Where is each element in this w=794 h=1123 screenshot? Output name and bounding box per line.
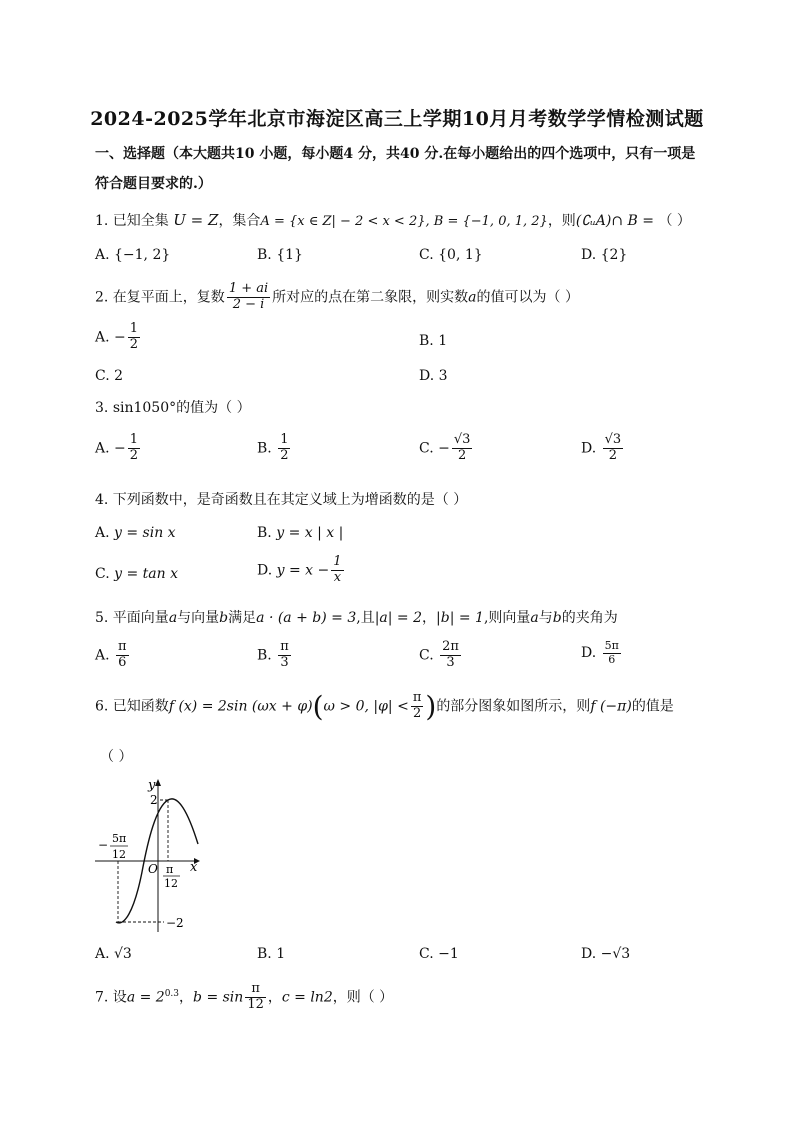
option-sign: − (114, 329, 126, 346)
option-numerator: 1 (129, 432, 139, 447)
option-text: y = tan x (114, 566, 178, 582)
option-text: −1 (438, 946, 459, 962)
q6-denominator: 2 (412, 706, 422, 721)
q6-suffix2: 的值是 (631, 698, 674, 715)
option-label: A. (95, 946, 110, 962)
option-label: D. (581, 645, 597, 662)
q7-a-expression: a = 2 (126, 989, 165, 1006)
option-label: B. (257, 647, 272, 664)
q4-option-b (257, 525, 343, 541)
option-text: y = x | x | (276, 525, 344, 541)
option-fraction (603, 433, 624, 464)
q2-option-d (419, 368, 448, 384)
option-text: 1 (276, 946, 286, 962)
option-label: B. (257, 247, 272, 263)
q1-option-b (257, 247, 303, 263)
min-value-label: −2 (166, 916, 184, 930)
q5-text: 与 (538, 610, 553, 626)
q1-universal-set: U = Z (173, 211, 219, 229)
option-fraction (128, 322, 140, 353)
option-denominator: 2 (129, 447, 139, 463)
q6-numerator: π (412, 690, 422, 706)
option-text: {0, 1} (438, 247, 483, 263)
q7-prefix: 7. 设 (95, 989, 127, 1006)
q1-set-a: A = {x ∈ Z| − 2 < x < 2} (260, 214, 426, 229)
option-denominator: 6 (118, 654, 127, 670)
option-denominator: 2 (129, 336, 139, 352)
option-sign: − (438, 440, 450, 457)
option-fraction (278, 433, 290, 464)
q1-prefix: 1. 已知全集 (95, 213, 169, 229)
q7-b-denominator: 12 (247, 996, 264, 1012)
q1-answer-paren: （ ） (658, 213, 691, 229)
option-fraction (452, 433, 473, 464)
q3-suffix: 的值为（ ） (176, 400, 251, 416)
q6-option-a (95, 946, 132, 962)
q1-set-b: , B = {−1, 0, 1, 2} (425, 214, 548, 229)
q2-numerator: 1 + ai (228, 281, 269, 296)
right-tick-numerator: π (166, 863, 174, 876)
option-label: C. (95, 566, 110, 582)
q6-function: f (x) = 2sin (ωx + φ) (168, 698, 313, 715)
option-label: D. (581, 440, 597, 457)
q6-fraction (411, 691, 424, 722)
origin-label: O (148, 862, 158, 876)
option-label: A. (95, 440, 110, 457)
question-7 (95, 982, 393, 1013)
q5-text: 的夹角为 (561, 610, 618, 626)
option-sign: − (114, 440, 126, 457)
q5-option-b (257, 640, 293, 671)
option-fraction (116, 640, 129, 671)
option-numerator: √3 (604, 432, 622, 447)
option-text: y = x − (276, 562, 330, 579)
option-denominator: 3 (280, 654, 289, 670)
option-text: {2} (600, 247, 628, 263)
section-heading-line2: 符合题目要求的.） (95, 176, 212, 192)
q2-suffix2: 的值可以为（ ） (476, 289, 579, 306)
q7-separator: ， (267, 989, 282, 1006)
q6-option-b (257, 946, 285, 962)
vector-a: a (530, 610, 539, 626)
option-label: A. (95, 525, 110, 541)
q6-suffix: 的部分图象如图所示，则 (436, 698, 591, 715)
left-paren-glyph: ( (312, 690, 324, 723)
q5-option-a (95, 640, 131, 671)
q2-option-c (95, 368, 123, 384)
q6-graph-figure (90, 772, 220, 937)
q5-option-c (419, 640, 463, 671)
q2-denominator: 2 − i (232, 296, 265, 312)
option-denominator: 2 (280, 447, 289, 463)
q4-option-d (257, 555, 346, 586)
option-text: 3 (438, 368, 448, 384)
left-sign-label: − (98, 838, 109, 852)
vector-a: a (168, 610, 178, 626)
option-text: −√3 (600, 946, 631, 962)
option-label: C. (419, 247, 434, 263)
q6-prefix: 6. 已知函数 (95, 698, 169, 715)
option-denominator: 3 (446, 654, 455, 670)
option-denominator: 2 (608, 447, 618, 463)
q6-answer-paren: （ ） (100, 749, 133, 765)
q5-prefix: 5. 平面向量 (95, 610, 169, 626)
q5-text: 与向量 (177, 610, 220, 626)
question-1 (95, 210, 691, 230)
q1-mid: ，集合 (218, 213, 261, 229)
q6-condition: ω > 0, |φ| < (323, 698, 409, 715)
q6-ask: f (−π) (590, 698, 632, 715)
q7-b-fraction (245, 982, 266, 1013)
y-axis-label: y (148, 778, 156, 793)
q1-option-a (95, 247, 170, 263)
q3-option-c (419, 433, 474, 464)
vector-b: b (219, 610, 229, 626)
max-value-label: 2 (150, 793, 158, 807)
option-fraction (440, 640, 461, 671)
vector-b: b (552, 610, 562, 626)
option-text: 2 (114, 368, 124, 384)
option-label: C. (95, 368, 110, 384)
option-label: D. (257, 562, 273, 579)
option-label: A. (95, 247, 110, 263)
right-tick-denominator: 12 (164, 877, 178, 890)
option-numerator: 5π (604, 639, 619, 652)
option-denominator: x (333, 569, 342, 585)
option-label: A. (95, 647, 110, 664)
question-3 (95, 397, 251, 417)
option-denominator: 6 (608, 652, 616, 666)
option-label: D. (419, 368, 435, 384)
q3-prefix: 3. (95, 400, 109, 416)
q1-then: ，则 (547, 213, 576, 229)
q5-option-d (581, 640, 623, 666)
option-numerator: 1 (333, 554, 342, 569)
y-axis-arrow (155, 779, 161, 786)
q4-option-c (95, 566, 178, 582)
q2-fraction (227, 282, 270, 313)
q5-condition-1: a · (a + b) = 3 (256, 610, 357, 626)
q7-suffix: ，则（ ） (332, 989, 394, 1006)
q3-option-d (581, 433, 625, 464)
q5-condition-3: |b| = 1 (436, 610, 484, 626)
left-tick-numerator: 5π (112, 832, 127, 845)
option-label: D. (581, 247, 597, 263)
question-5 (95, 607, 618, 627)
option-numerator: 1 (280, 432, 289, 447)
q2-option-a (95, 322, 142, 353)
option-text: y = sin x (114, 525, 176, 541)
option-fraction (331, 555, 343, 586)
option-label: C. (419, 440, 434, 457)
q2-suffix: 所对应的点在第二象限，则实数 (272, 289, 469, 306)
option-text: 1 (438, 333, 448, 349)
q1-option-c (419, 247, 483, 263)
option-label: B. (419, 333, 434, 349)
q6-option-d (581, 946, 630, 962)
q3-expression: sin1050° (112, 400, 177, 416)
paper-title: 2024-2025学年北京市海淀区高三上学期10月月考数学学情检测试题 (90, 108, 704, 130)
q3-option-a (95, 433, 142, 464)
option-text: √3 (114, 946, 132, 962)
option-label: A. (95, 329, 110, 346)
q5-condition-2: |a| = 2 (374, 610, 423, 626)
option-numerator: √3 (453, 432, 471, 447)
q5-text: ,则向量 (483, 610, 531, 626)
q7-separator: ， (179, 989, 194, 1006)
q7-b-expression: b = sin (193, 989, 244, 1006)
q7-c-expression: c = ln2 (281, 989, 333, 1006)
option-numerator: π (280, 639, 289, 654)
option-label: D. (581, 946, 597, 962)
section-heading-line1: 一、选择题（本大题共10 小题，每小题4 分，共40 分.在每小题给出的四个选项中，只有一项是 (95, 146, 696, 162)
q1-option-d (581, 247, 627, 263)
option-numerator: 2π (442, 639, 459, 654)
q6-option-c (419, 946, 459, 962)
option-label: B. (257, 525, 272, 541)
question-6 (95, 690, 674, 723)
option-fraction (278, 640, 291, 671)
option-label: C. (419, 647, 434, 664)
q2-prefix: 2. 在复平面上，复数 (95, 289, 225, 306)
q5-text: 满足 (228, 610, 257, 626)
option-numerator: 1 (129, 321, 139, 336)
option-fraction (603, 640, 621, 666)
option-label: C. (419, 946, 434, 962)
option-text: {1} (276, 247, 303, 263)
right-paren-glyph: ) (425, 690, 437, 723)
option-label: B. (257, 946, 272, 962)
x-axis-label: x (190, 860, 198, 875)
option-numerator: π (118, 639, 127, 654)
question-2 (95, 282, 579, 313)
option-denominator: 2 (458, 447, 467, 463)
q5-text: ,且 (356, 610, 375, 626)
q4-option-a (95, 525, 176, 541)
option-label: B. (257, 440, 272, 457)
q5-text: ， (422, 610, 437, 626)
option-text: {−1, 2} (114, 247, 171, 263)
option-fraction (128, 433, 140, 464)
q1-expression: (∁ᵤA)∩ B = (575, 213, 654, 229)
q7-a-exponent: 0.3 (164, 988, 180, 999)
q7-b-numerator: π (245, 982, 266, 998)
question-4: 4. 下列函数中，是奇函数且在其定义域上为增函数的是（ ） (95, 492, 468, 508)
q2-option-b (419, 333, 447, 349)
q3-option-b (257, 433, 292, 464)
left-tick-denominator: 12 (112, 848, 126, 861)
q2-variable: a (468, 289, 477, 306)
